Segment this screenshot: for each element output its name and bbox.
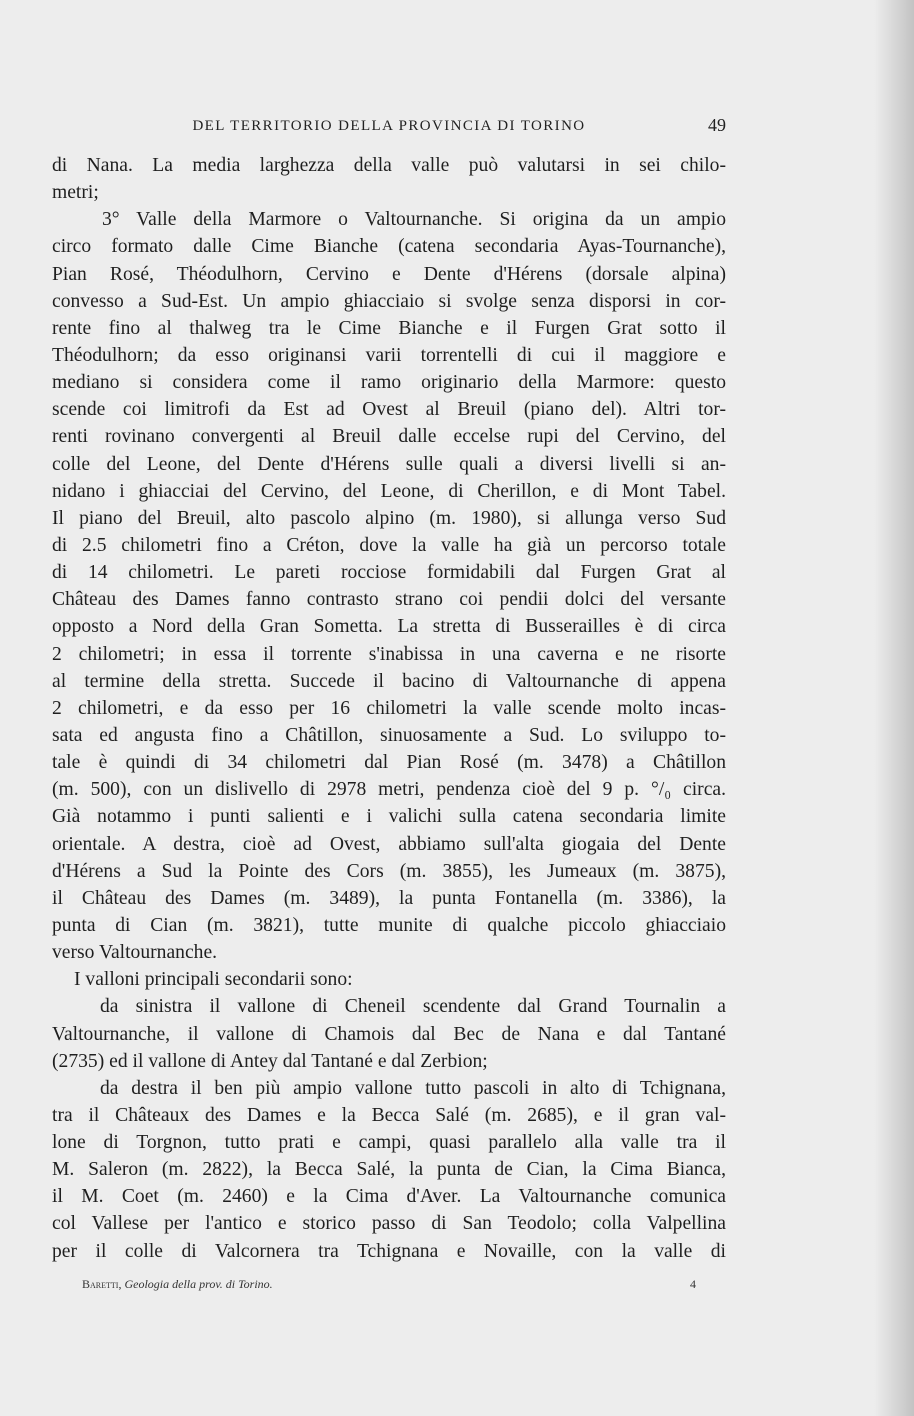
text-line: (m. 500), con un dislivello di 2978 metri, pendenza cioè del 9 p. °/₀ circa.: [52, 779, 726, 801]
text-line: col Vallese per l'antico e storico passo di San Teodolo; colla Valpellina: [52, 1213, 726, 1235]
text-line: verso Valtournanche.: [52, 942, 218, 964]
text-line: Pian Rosé, Théodulhorn, Cervino e Dente d'Hérens (dorsale alpina): [52, 263, 726, 285]
text-line: tra il Châteaux des Dames e la Becca Salé (m. 2685), e il gran val-: [52, 1104, 726, 1126]
text-line: 2 chilometri, e da esso per 16 chilometri la valle scende molto incas-: [52, 697, 726, 719]
text-line: il M. Coet (m. 2460) e la Cima d'Aver. La Valtournanche comunica: [52, 1186, 726, 1208]
text-line: colle del Leone, del Dente d'Hérens sulle quali a diversi livelli si an-: [52, 453, 726, 475]
text-line: scende coi limitrofi da Est ad Ovest al Breuil (piano del). Altri tor-: [52, 399, 726, 421]
text-line: 2 chilometri; in essa il torrente s'inabissa in una caverna e ne risorte: [52, 643, 726, 665]
text-line: di 2.5 chilometri fino a Créton, dove la valle ha già un percorso totale: [52, 534, 726, 556]
signature-mark: 4: [690, 1277, 696, 1291]
running-title: DEL TERRITORIO DELLA PROVINCIA DI TORINO: [192, 118, 586, 134]
text-line: renti rovinano convergenti al Breuil dalle eccelse rupi del Cervino, del: [52, 426, 726, 448]
page-number: 49: [708, 115, 726, 135]
text-line: di Nana. La media larghezza della valle può valutarsi in sei chilo-: [52, 155, 726, 176]
footer: [82, 1277, 696, 1297]
text-line: per il colle di Valcornera tra Tchignana e Novaille, con la valle di: [52, 1240, 726, 1262]
text-line: punta di Cian (m. 3821), tutte munite di qualche piccolo ghiacciaio: [52, 914, 726, 936]
text-line: I valloni principali secondarii sono:: [74, 969, 353, 991]
text-line: da destra il ben più ampio vallone tutto pascoli in alto di Tchignana,: [100, 1077, 726, 1099]
text-line: mediano si considera come il ramo originario della Marmore: questo: [52, 372, 726, 394]
text-line: lone di Torgnon, tutto prati e campi, quasi parallelo alla valle tra il: [52, 1132, 726, 1154]
text-line: circo formato dalle Cime Bianche (catena secondaria Ayas-Tournanche),: [52, 236, 726, 258]
text-line: da sinistra il vallone di Cheneil scendente dal Grand Tournalin a: [100, 996, 726, 1018]
text-line: al termine della stretta. Succede il bacino di Valtournanche di appena: [52, 670, 726, 692]
text-line: il Château des Dames (m. 3489), la punta Fontanella (m. 3386), la: [52, 887, 726, 909]
text-line: rente fino al thalweg tra le Cime Bianche e il Furgen Grat sotto il: [52, 317, 726, 339]
text-line: nidano i ghiacciai del Cervino, del Leone, di Cherillon, e di Mont Tabel.: [52, 480, 726, 502]
text-line: orientale. A destra, cioè ad Ovest, abbiamo sull'alta giogaia del Dente: [52, 833, 726, 855]
text-line: 3° Valle della Marmore o Valtournanche. Si origina da un ampio: [102, 209, 726, 231]
text-line: di 14 chilometri. Le pareti rocciose formidabili dal Furgen Grat al: [52, 562, 726, 584]
text-line: M. Saleron (m. 2822), la Becca Salé, la punta de Cian, la Cima Bianca,: [52, 1159, 726, 1181]
page-edge-shadow: [874, 0, 914, 1416]
running-header: [52, 115, 726, 142]
text-line: (2735) ed il vallone di Antey dal Tantané e dal Zerbion;: [52, 1050, 488, 1072]
text-line: metri;: [52, 182, 99, 204]
text-line: sata ed angusta fino a Châtillon, sinuosamente a Sud. Lo sviluppo to-: [52, 724, 726, 746]
footer-work: Geologia della prov. di Torino.: [124, 1277, 273, 1291]
text-line: d'Hérens a Sud la Pointe des Cors (m. 3855), les Jumeaux (m. 3875),: [52, 860, 726, 882]
footer-author: Baretti,: [82, 1277, 122, 1291]
text-line: Valtournanche, il vallone di Chamois dal Bec de Nana e dal Tantané: [52, 1023, 726, 1045]
text-line: tale è quindi di 34 chilometri dal Pian Rosé (m. 3478) a Châtillon: [52, 752, 726, 774]
body-text: [52, 152, 726, 1265]
footer-citation: [82, 1277, 273, 1292]
text-line: Già notammo i punti salienti e i valichi sulla catena secondaria limite: [52, 806, 726, 828]
text-line: Château des Dames fanno contrasto strano coi pendii dolci del versante: [52, 589, 726, 611]
text-line: Il piano del Breuil, alto pascolo alpino (m. 1980), si allunga verso Sud: [52, 507, 726, 529]
text-line: opposto a Nord della Gran Sometta. La stretta di Busserailles è di circa: [52, 616, 726, 638]
text-line: Théodulhorn; da esso originansi varii torrentelli di cui il maggiore e: [52, 344, 726, 366]
text-line: convesso a Sud-Est. Un ampio ghiacciaio si svolge senza disporsi in cor-: [52, 290, 726, 312]
